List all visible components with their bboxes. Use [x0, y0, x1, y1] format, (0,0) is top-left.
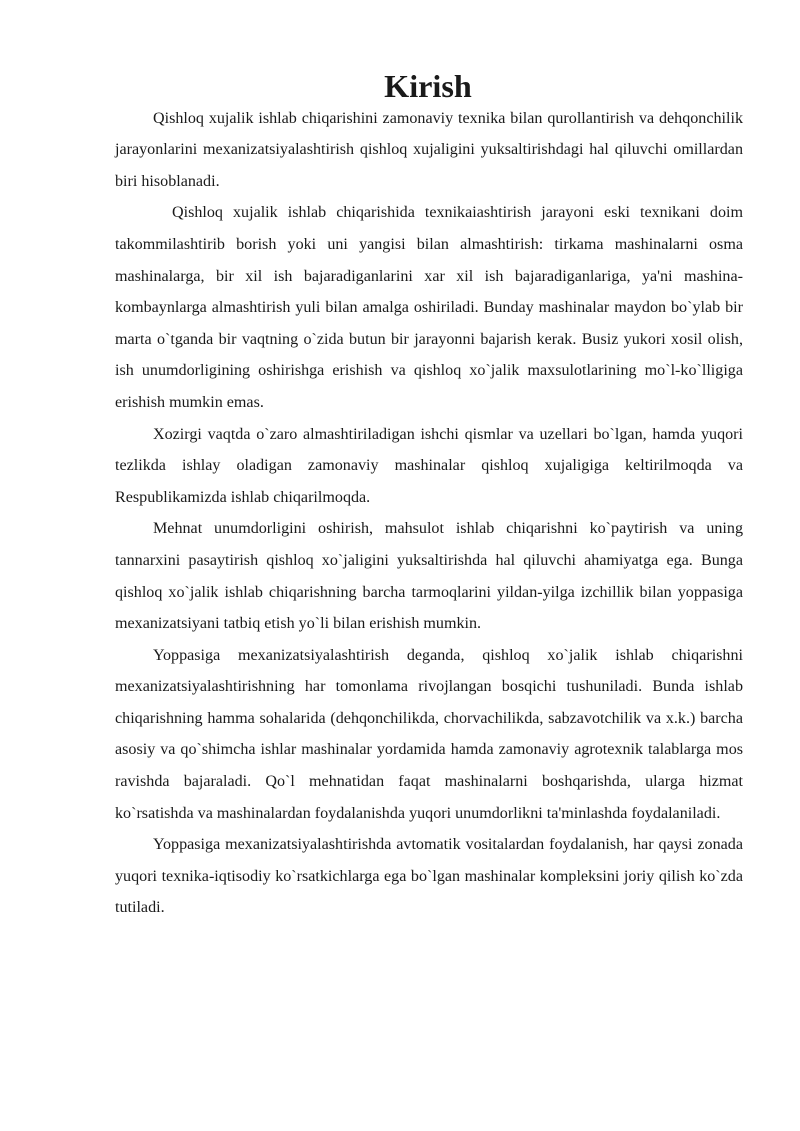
paragraph-3: Xozirgi vaqtda o`zaro almashtiriladigan ishchi qismlar va uzellari bo`lgan, hamda yuqori tezlikda ishlay oladigan zamonaviy mashinalar qishloq xujaligiga keltirilmoqda va Respublikamizda ishlab chiqarilmoqda. — [115, 425, 743, 506]
paragraph-1: Qishloq xujalik ishlab chiqarishini zamonaviy texnika bilan qurollantirish va dehqonchilik jarayonlarini mexanizatsiyalashtirish qishloq xujaligini yuksaltirishdagi hal qiluvchi omillardan biri hisoblanadi. — [115, 109, 743, 190]
paragraph-4: Mehnat unumdorligini oshirish, mahsulot ishlab chiqarishni ko`paytirish va uning tannarxini pasaytirish qishloq xo`jaligini yuksaltirishda hal qiluvchi ahamiyatga ega. Bunga qishloq xo`jalik ishlab chiqarishning barcha tarmoqlarini yildan-yilga izchillik bilan yoppasiga mexanizatsiyani tatbiq etish yo`li bilan erishish mumkin. — [115, 520, 743, 633]
paragraph-2: Qishloq xujalik ishlab chiqarishida texnikaiashtirish jarayoni eski texnikani doim takommilashtirib borish yoki uni yangisi bilan almashtirish: tirkama mashinalarni osma mashinalarga, bir xil ish bajaradiganlarini xar xil ish bajaradiganlariga, ya'ni mashina-kombaynlarga almashtirish yuli bilan amalga oshiriladi. Bunday mashinalar maydon bo`ylab bir marta o`tganda bir vaqtning o`zida butun bir jarayonni bajarish kerak. Busiz yukori xosil olish, ish unumdorligining oshirishga erishish va qishloq xo`jalik maxsulotlarining mo`l-ko`lligiga erishish mumkin emas. — [115, 204, 743, 411]
page-title: Kirish — [384, 68, 472, 104]
paragraph-5: Yoppasiga mexanizatsiyalashtirish deganda, qishloq xo`jalik ishlab chiqarishni mexanizatsiyalashtirishning har tomonlama rivojlangan bosqichi tushuniladi. Bunda ishlab chiqarishning hamma sohalarida (dehqonchilikda, chorvachilikda, sabzavotchilik va x.k.) barcha asosiy va qo`shimcha ishlar mashinalar yordamida hamda zamonaviy agrotexnik talablarga mos ravishda bajaraladi. Qo`l mehnatidan faqat mashinalarni boshqarishda, ularga hizmat ko`rsatishda va mashinalardan foydalanishda yuqori unumdorlikni ta'minlashda foydalaniladi. — [115, 646, 743, 822]
paragraph-6: Yoppasiga mexanizatsiyalashtirishda avtomatik vositalardan foydalanish, har qaysi zonada yuqori texnika-iqtisodiy ko`rsatkichlarga ega bo`lgan mashinalar kompleksini joriy qilish ko`zda tutiladi. — [115, 836, 743, 917]
